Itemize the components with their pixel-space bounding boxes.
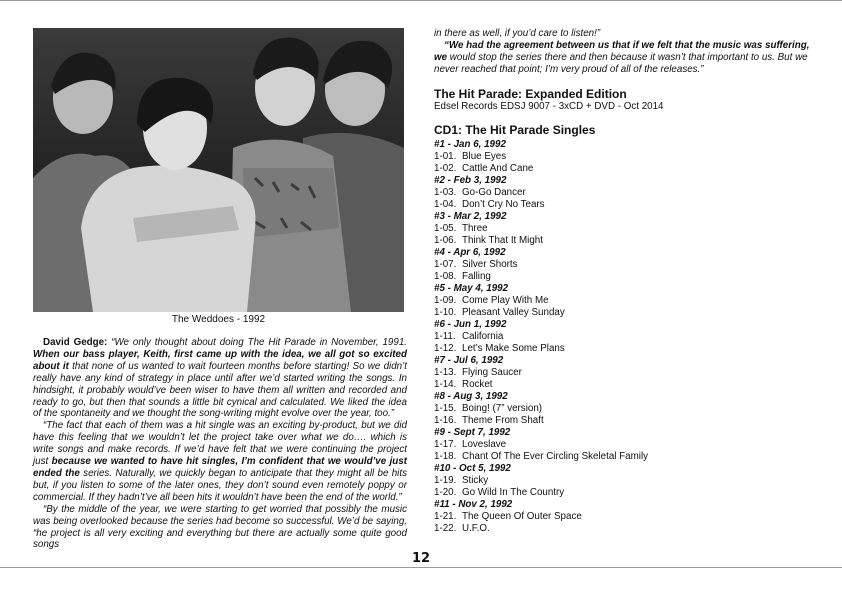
track-number: 1-05. [434,223,457,234]
track-title: California [462,331,504,342]
bottom-border [0,567,842,568]
text-run: “We only thought about doing The Hit Parade in November, 1991. [107,337,408,348]
track-number: 1-06. [434,235,457,246]
band-photo-image [33,28,404,312]
track-title: Falling [462,271,491,282]
track-row [434,331,822,343]
paragraph [33,420,407,503]
paragraph: “By the middle of the year, we were starting to get worried that possibly the music was being overlooked because the series had become so successful. We’d be saying, “he project is all very exciting and everything but there are actually some quite good songs [33,503,407,551]
release-heading: #7 - Jul 6, 1992 [434,355,504,366]
track-number: 1-20. [434,487,457,498]
track-number: 1-21. [434,511,457,522]
track-number: 1-02. [434,163,457,174]
track-number: 1-14. [434,379,457,390]
track-row [434,151,822,163]
release-heading: #2 - Feb 3, 1992 [434,175,507,186]
track-number: 1-19. [434,475,457,486]
track-number: 1-13. [434,367,457,378]
track-title: Think That It Might [462,235,543,246]
page-number: 12 [411,551,431,566]
track-title: Go Wild In The Country [462,487,565,498]
emphasis-text: When our bass player, Keith, first came up with the idea, we all got so excited about it [33,348,407,372]
track-row [434,163,822,175]
release-heading: #8 - Aug 3, 1992 [434,391,508,402]
speaker-name: David Gedge: [43,337,108,348]
track-row [434,343,822,355]
top-border [0,0,842,1]
track-row [434,223,822,235]
track-title: Go-Go Dancer [462,187,526,198]
track-title: Blue Eyes [462,151,507,162]
release-heading: #3 - Mar 2, 1992 [434,211,507,222]
track-row [434,451,822,463]
track-number: 1-17. [434,439,457,450]
track-number: 1-08. [434,271,457,282]
emphasis-text: “We had the agreement between us that if we felt that the music was suffering, we [434,40,810,63]
track-title: Cattle And Cane [462,163,534,174]
release-details: Edsel Records EDSJ 9007 - 3xCD + DVD - Oct 2014 [434,101,664,112]
track-row [434,511,822,523]
release-heading: #1 - Jan 6, 1992 [434,139,506,150]
track-title: Boing! (7” version) [462,403,543,414]
track-row [434,259,822,271]
track-number: 1-04. [434,199,457,210]
track-title: Loveslave [462,439,507,450]
track-number: 1-16. [434,415,457,426]
track-title: The Queen Of Outer Space [462,511,582,522]
track-row [434,295,822,307]
track-row [434,271,822,283]
track-number: 1-07. [434,259,457,270]
text-run: that none of us wanted to wait fourteen months before starting! So we didn’t really have any kind of strategy in place until after we’d started writing the songs. In hindsight, it probably would’ve been wiser to have them all written and recorded and ready to go, but then that sounds a little bit cynical and calculated. We liked the idea of the spontaneity and we thought the song-writing might evolve over the year, too.” [33,360,408,420]
track-title: Three [462,223,488,234]
track-title: Theme From Shaft [462,415,544,426]
release-heading: #6 - Jun 1, 1992 [434,319,507,330]
track-number: 1-01. [434,151,457,162]
track-title: Let’s Make Some Plans [462,343,565,354]
track-title: Chant Of The Ever Circling Skeletal Family [462,451,649,462]
release-title: The Hit Parade: Expanded Edition [434,87,627,101]
track-number: 1-11. [434,331,456,342]
track-number: 1-18. [434,451,457,462]
track-number: 1-10. [434,307,457,318]
track-title: U.F.O. [462,523,490,534]
track-number: 1-15. [434,403,457,414]
tracklist [434,139,822,535]
track-row [434,199,822,211]
track-row [434,187,822,199]
track-title: Silver Shorts [462,259,518,270]
track-number: 1-09. [434,295,457,306]
track-title: Pleasant Valley Sunday [462,307,565,318]
track-row [434,475,822,487]
emphasis-text: because we wanted to have hit singles, I’m confident that we would’ve just ended the [33,456,407,479]
text-run: series. Naturally, we quickly began to anticipate that they might all be hits but, if you listen to some of the later ones, they don’t sound even remotely poppy or commercial. If they hadn’t’ve all been hits it wouldn’t have been the end of the world.” [33,467,407,503]
track-title: Rocket [462,379,493,390]
track-title: Don’t Cry No Tears [462,199,545,210]
track-title: Sticky [462,475,489,486]
release-heading: #11 - Nov 2, 1992 [434,499,513,510]
paragraph [33,337,407,420]
cd-title: CD1: The Hit Parade Singles [434,123,596,137]
text-run: “The fact that each of them was a hit single was an exciting by-product, but we did have this feeling that we wouldn’t let the project take over what we do…. which is write songs and make records. If we’d have felt that we were continuing the project just [33,420,407,468]
track-row [434,307,822,319]
track-row [434,367,822,379]
track-row [434,439,822,451]
quote-continuation [434,28,822,76]
release-heading: #9 - Sept 7, 1992 [434,427,511,438]
track-row [434,415,822,427]
right-column [434,28,822,535]
track-row [434,487,822,499]
band-photo [33,28,404,312]
track-row [434,235,822,247]
track-row [434,379,822,391]
release-heading: #5 - May 4, 1992 [434,283,509,294]
track-number: 1-03. [434,187,457,198]
text-run: would stop the series there and then because it wasn’t that important to us. But we never reached that point; I’m very proud of all of the releases.” [434,52,808,75]
release-heading: #10 - Oct 5, 1992 [434,463,511,474]
release-heading: #4 - Apr 6, 1992 [434,247,506,258]
track-number: 1-12. [434,343,457,354]
interview-text-left [33,337,407,551]
track-number: 1-22. [434,523,457,534]
track-title: Come Play With Me [462,295,549,306]
paragraph [434,40,822,76]
track-row [434,523,822,535]
paragraph: in there as well, if you’d care to listen!” [434,28,601,39]
photo-caption: The Weddoes - 1992 [171,314,266,325]
track-row [434,403,822,415]
track-title: Flying Saucer [462,367,522,378]
